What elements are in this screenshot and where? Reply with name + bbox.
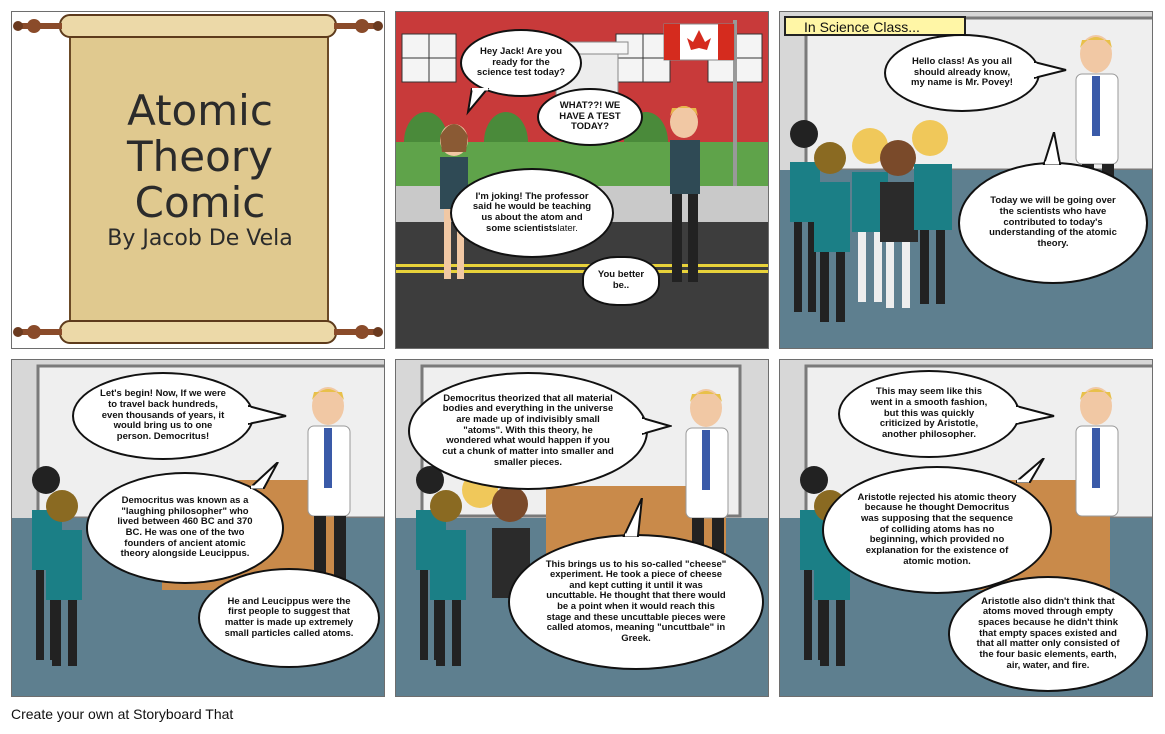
panel-science-class (779, 11, 1153, 349)
speech-bubble-empty-spaces (948, 576, 1148, 692)
thought-text: You better be.. (597, 269, 645, 291)
speech-bubble-criticized (838, 370, 1020, 458)
title-line-2: Theory (127, 132, 273, 181)
panel-title-scroll (11, 11, 385, 349)
comic-author: By Jacob De Vela (107, 226, 293, 251)
thought-bubble-boy (582, 256, 660, 306)
speech-tail (466, 88, 496, 118)
bubble-text: Aristotle also didn't think that atoms moved through empty spaces because he didn't think that empty spaces existed and that all matter only consisted of the four basic elements, earth, air, water, and fire. (976, 595, 1120, 671)
speech-bubble-girl-joking (450, 168, 614, 258)
bubble-text: Hey Jack! Are you ready for the science test today? (476, 46, 566, 79)
bubble-text-later: later. (557, 222, 578, 234)
speech-tail (622, 498, 644, 538)
narration-caption: In Science Class... (784, 16, 966, 36)
speech-bubble-boy-panic (537, 88, 643, 146)
panel-cheese-experiment (395, 359, 769, 697)
speech-tail (248, 404, 288, 426)
comic-title (82, 88, 318, 226)
panel-school-front (395, 11, 769, 349)
title-line-1: Atomic (127, 86, 273, 135)
speech-bubble-lets-begin (72, 372, 254, 460)
bubble-text (472, 192, 592, 235)
speech-tail (1016, 404, 1056, 426)
speech-bubble-leucippus (198, 568, 380, 668)
bubble-text: Democritus theorized that all material bodies and everything in the universe are made up of indivisibly small "atoms". With this theory, he wondered what would happen if you cut a chunk of matter into smaller and smaller pieces. (442, 392, 614, 468)
panel-aristotle (779, 359, 1153, 697)
bubble-text: Hello class! As you all should already know, my name is Mr. Povey! (911, 56, 1013, 89)
speech-tail (1016, 458, 1046, 484)
speech-bubble-aristotle-rejected (822, 466, 1052, 594)
speech-bubble-democritus-theory (408, 372, 648, 490)
bubble-text: Democritus was known as a "laughing philosopher" who lived between 460 BC and 370 BC. He was one of the two founders of ancient atomic theory alongside Leucippus. (117, 495, 253, 560)
speech-bubble-cheese (508, 534, 764, 670)
title-line-3: Comic (134, 178, 266, 227)
bubble-text: WHAT??! WE HAVE A TEST TODAY? (559, 100, 621, 133)
speech-bubble-teacher-greeting (884, 34, 1040, 112)
bubble-text-main: I'm joking! The professor said he would be teaching us about the atom and some scientists (472, 190, 592, 234)
speech-bubble-teacher-topic (958, 162, 1148, 284)
bubble-text: Today we will be going over the scientists who have contributed to today's understanding of the atomic theory. (989, 195, 1117, 249)
panel-democritus-intro (11, 359, 385, 697)
bubble-text: This may seem like this went in a smooth fashion, but this was quickly criticized by Aristotle, another philosopher. (870, 386, 988, 440)
speech-bubble-girl-question (460, 29, 582, 97)
storyboard-that-credit[interactable]: Create your own at Storyboard That (11, 706, 234, 722)
bubble-text: Let's begin! Now, If we were to travel back hundreds, even thousands of years, it would bring us to one person. Democritus! (100, 388, 226, 442)
speech-tail (1042, 132, 1062, 166)
speech-tail (1034, 60, 1068, 80)
bubble-text: He and Leucippus were the first people to suggest that matter is made up extremely small particles called atoms. (224, 595, 354, 639)
speech-tail (250, 462, 280, 490)
bubble-text: Aristotle rejected his atomic theory because he thought Democritus was supposing that the sequence of colliding atoms has no beginning, which provided no explanation for the existence of atomic motion. (857, 491, 1017, 567)
bubble-text: This brings us to his so-called "cheese" experiment. He took a piece of cheese and kept cutting it until it was uncuttable. He thought that there would be a point when it would reach this stage and these uncuttable pieces were called atomos, meaning "uncuttbale" in Greek. (545, 558, 727, 644)
speech-tail (642, 416, 672, 436)
